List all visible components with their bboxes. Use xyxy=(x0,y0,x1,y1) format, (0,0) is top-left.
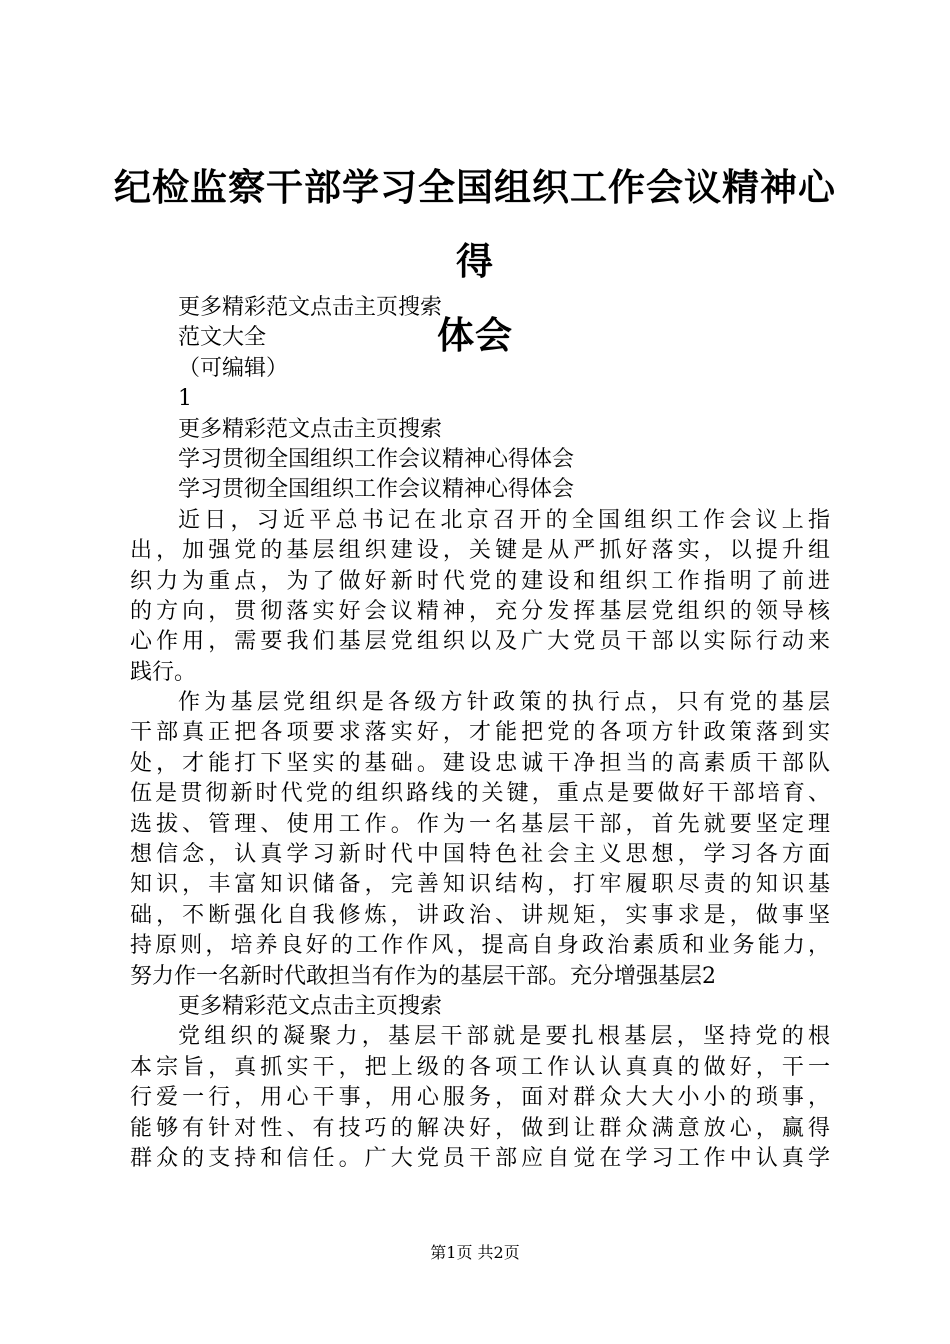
paragraph-2-line: 伍是贯彻新时代党的组织路线的关键，重点是要做好干部培育、 xyxy=(130,781,830,807)
paragraph-2-line: 想信念，认真学习新时代中国特色社会主义思想，学习各方面 xyxy=(130,842,830,868)
paragraph-1-line: 织力为重点，为了做好新时代党的建设和组织工作指明了前进 xyxy=(130,568,830,594)
paragraph-1-line: 出，加强党的基层组织建设，关键是从严抓好落实，以提升组 xyxy=(130,538,830,564)
header-line: 1 xyxy=(178,386,192,412)
header-line: （可编辑） xyxy=(178,355,289,381)
paragraph-2-line: 努力作一名新时代敢担当有作为的基层干部。充分增强基层2 xyxy=(130,963,716,989)
title-line-1: 纪检监察干部学习全国组织工作会议精神心得 xyxy=(114,165,836,283)
paragraph-1-line: 心作用，需要我们基层党组织以及广大党员干部以实际行动来 xyxy=(130,629,830,655)
paragraph-3-line: 行爱一行，用心干事，用心服务，面对群众大大小小的琐事， xyxy=(130,1085,830,1111)
paragraph-2-line: 处，才能打下坚实的基础。建设忠诚干净担当的高素质干部队 xyxy=(130,750,830,776)
header-line: 学习贯彻全国组织工作会议精神心得体会 xyxy=(178,446,575,472)
mid-page-line: 更多精彩范文点击主页搜索 xyxy=(178,993,443,1019)
header-line: 范文大全 xyxy=(178,325,267,351)
paragraph-1-line: 近日，习近平总书记在北京召开的全国组织工作会议上指 xyxy=(178,507,830,533)
paragraph-2-line: 选拔、管理、使用工作。作为一名基层干部，首先就要坚定理 xyxy=(130,811,830,837)
paragraph-2-line: 础，不断强化自我修炼，讲政治、讲规矩，实事求是，做事坚 xyxy=(130,902,830,928)
page-footer: 第1页 共2页 xyxy=(430,1243,520,1262)
paragraph-1-line: 践行。 xyxy=(130,659,197,685)
title-line-2: 体会 xyxy=(437,313,513,357)
paragraph-3-line: 本宗旨，真抓实干，把上级的各项工作认认真真的做好，干一 xyxy=(130,1054,830,1080)
paragraph-2-line: 作为基层党组织是各级方针政策的执行点，只有党的基层 xyxy=(178,690,830,716)
paragraph-3-line: 能够有针对性、有技巧的解决好，做到让群众满意放心，赢得 xyxy=(130,1115,830,1141)
paragraph-2-line: 知识，丰富知识储备，完善知识结构，打牢履职尽责的知识基 xyxy=(130,872,830,898)
document-body xyxy=(130,293,830,1174)
header-line: 更多精彩范文点击主页搜索 xyxy=(178,416,443,442)
paragraph-3-line: 群众的支持和信任。广大党员干部应自觉在学习工作中认真学 xyxy=(130,1145,830,1171)
paragraph-2-line: 干部真正把各项要求落实好，才能把党的各项方针政策落到实 xyxy=(130,720,830,746)
paragraph-1-line: 的方向，贯彻落实好会议精神，充分发挥基层党组织的领导核 xyxy=(130,598,830,624)
paragraph-2-line: 持原则，培养良好的工作作风，提高自身政治素质和业务能力， xyxy=(130,933,830,959)
header-line: 学习贯彻全国组织工作会议精神心得体会 xyxy=(178,477,575,503)
paragraph-3-line: 党组织的凝聚力，基层干部就是要扎根基层，坚持党的根 xyxy=(178,1024,830,1050)
header-line: 更多精彩范文点击主页搜索 xyxy=(178,295,443,320)
